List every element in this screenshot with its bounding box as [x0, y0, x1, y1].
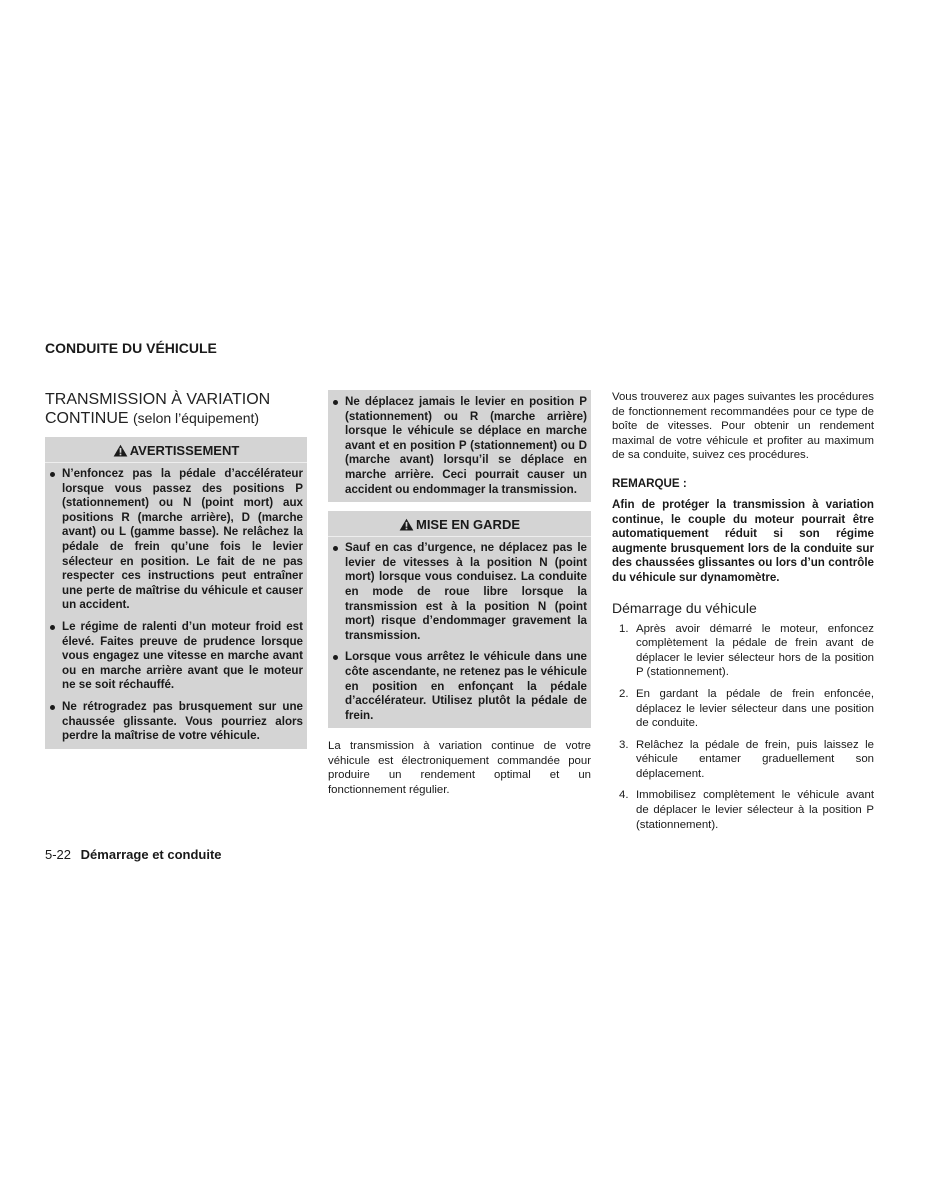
- step-item: [612, 788, 874, 832]
- column-2: [328, 390, 591, 798]
- caution-list: [332, 541, 587, 723]
- step-item: [612, 687, 874, 731]
- column-1: [45, 390, 307, 749]
- warning-item-text: Ne rétrogradez pas brusquement sur une chaussée glissante. Vous pourriez alors perdre la maîtrise de votre véhicule.: [62, 699, 303, 743]
- caution-item-text: Lorsque vous arrêtez le véhicule dans une côte ascendante, ne retenez pas le véhicule en position en enfonçant la pédale d’accélérateur. Utilisez plutôt la pédale de frein.: [345, 650, 587, 722]
- steps-list: [612, 622, 874, 833]
- step-item: [612, 738, 874, 782]
- bullet-icon: [333, 400, 338, 405]
- page-footer: [45, 847, 222, 862]
- warning-triangle-icon: [399, 518, 414, 531]
- caution-box-divider: [328, 536, 591, 537]
- caution-item-text: Sauf en cas d’urgence, ne déplacez pas le levier de vitesses à la position N (point mort) lorsque vous conduisez. La conduite en mode de roue libre lorsque la transmission est à la position N (point mort) risque d’endommager gravement la transmission.: [345, 541, 587, 642]
- caution-item: [332, 541, 587, 643]
- step-text: Après avoir démarré le moteur, enfoncez complètement la pédale de frein avant de déplacer le levier sélecteur hors de la position P (stationnement).: [636, 622, 874, 679]
- bullet-icon: [333, 655, 338, 660]
- step-text: Immobilisez complètement le véhicule avant de déplacer le levier sélecteur à la position P (stationnement).: [636, 789, 874, 831]
- warning-item-text: Ne déplacez jamais le levier en position P (stationnement) ou R (marche arrière) lorsque le véhicule se déplace en marche avant et en position P (stationnement) ou D (marche avant) lorsqu’il se déplace en marche arrière. Ceci pourrait causer un accident ou endommager la transmission.: [345, 395, 587, 496]
- step-number: 3.: [619, 738, 629, 751]
- caution-box-title-text: MISE EN GARDE: [415, 517, 520, 533]
- warning-item: [49, 620, 303, 693]
- starting-vehicle-heading: Démarrage du véhicule: [612, 599, 757, 616]
- warning-box: [45, 437, 307, 749]
- warning-box-continued: [328, 390, 591, 502]
- section-title: CONDUITE DU VÉHICULE: [45, 340, 217, 356]
- remarque-label: REMARQUE :: [612, 476, 687, 490]
- caution-item: [332, 650, 587, 723]
- warning-item: [49, 700, 303, 744]
- warning-item: [332, 395, 587, 497]
- bullet-icon: [333, 546, 338, 551]
- warning-item: [49, 467, 303, 613]
- caution-box: [328, 511, 591, 728]
- warning-item-text: Le régime de ralenti d’un moteur froid est élevé. Faites preuve de prudence lorsque vous engagez une vitesse en marche avant ou en marche arrière avant que le moteur ne se soit réchauffé.: [62, 619, 303, 692]
- warning-triangle-icon: [113, 444, 128, 457]
- footer-title: Démarrage et conduite: [80, 847, 222, 862]
- step-number: 2.: [619, 687, 629, 700]
- bullet-icon: [50, 472, 55, 477]
- warning-box-title-text: AVERTISSEMENT: [129, 443, 240, 458]
- transmission-heading-main: TRANSMISSION À VARIATION CONTINUE: [45, 391, 271, 427]
- page-number: 5-22: [45, 847, 72, 862]
- transmission-heading: [45, 390, 307, 428]
- step-text: En gardant la pédale de frein enfoncée, déplacez le levier sélecteur dans une position de conduite.: [636, 687, 874, 730]
- step-item: [612, 622, 874, 680]
- bullet-icon: [50, 705, 55, 710]
- column-3: [612, 390, 874, 839]
- warning-list: [49, 467, 303, 744]
- warning-box-title: [49, 440, 303, 462]
- cvt-description: La transmission à variation continue de votre véhicule est électroniquement commandée pour produire un rendement optimal et un fonctionnement régulier.: [328, 740, 591, 797]
- caution-box-title: [332, 514, 587, 536]
- warning-box-divider: [45, 462, 307, 463]
- bullet-icon: [50, 625, 55, 630]
- step-number: 1.: [619, 622, 629, 635]
- step-number: 4.: [619, 789, 629, 802]
- warning-item-text: N’enfoncez pas la pédale d’accélérateur lorsque vous passez des positions P (stationnement) ou N (point mort) aux positions R (marche arrière), D (marche avant) ou L (gamme basse). Ne relâchez la pédale de frein qu’une fois le levier sélecteur en position. Le fait de ne pas respecter ces instructions peut entraîner une perte de maîtrise du véhicule et causer un accident.: [62, 467, 303, 612]
- step-text: Relâchez la pédale de frein, puis laissez le véhicule entamer graduellement son déplacement.: [636, 738, 874, 780]
- warning-list-continued: [332, 395, 587, 497]
- transmission-heading-sub: (selon l’équipement): [133, 410, 260, 426]
- intro-paragraph: Vous trouverez aux pages suivantes les procédures de fonctionnement recommandées pour ce type de boîte de vitesses. Pour obtenir un rendement maximal de votre véhicule et profiter au maximum de sa conduite, suivez ces procédures.: [612, 391, 874, 462]
- remarque-text: Afin de protéger la transmission à variation continue, le couple du moteur pourrait être automatiquement réduit si son régime augmente brusquement lors de la conduite sur des chaussées glissantes ou lors d’un contrôle du véhicule sur dynamomètre.: [612, 497, 874, 584]
